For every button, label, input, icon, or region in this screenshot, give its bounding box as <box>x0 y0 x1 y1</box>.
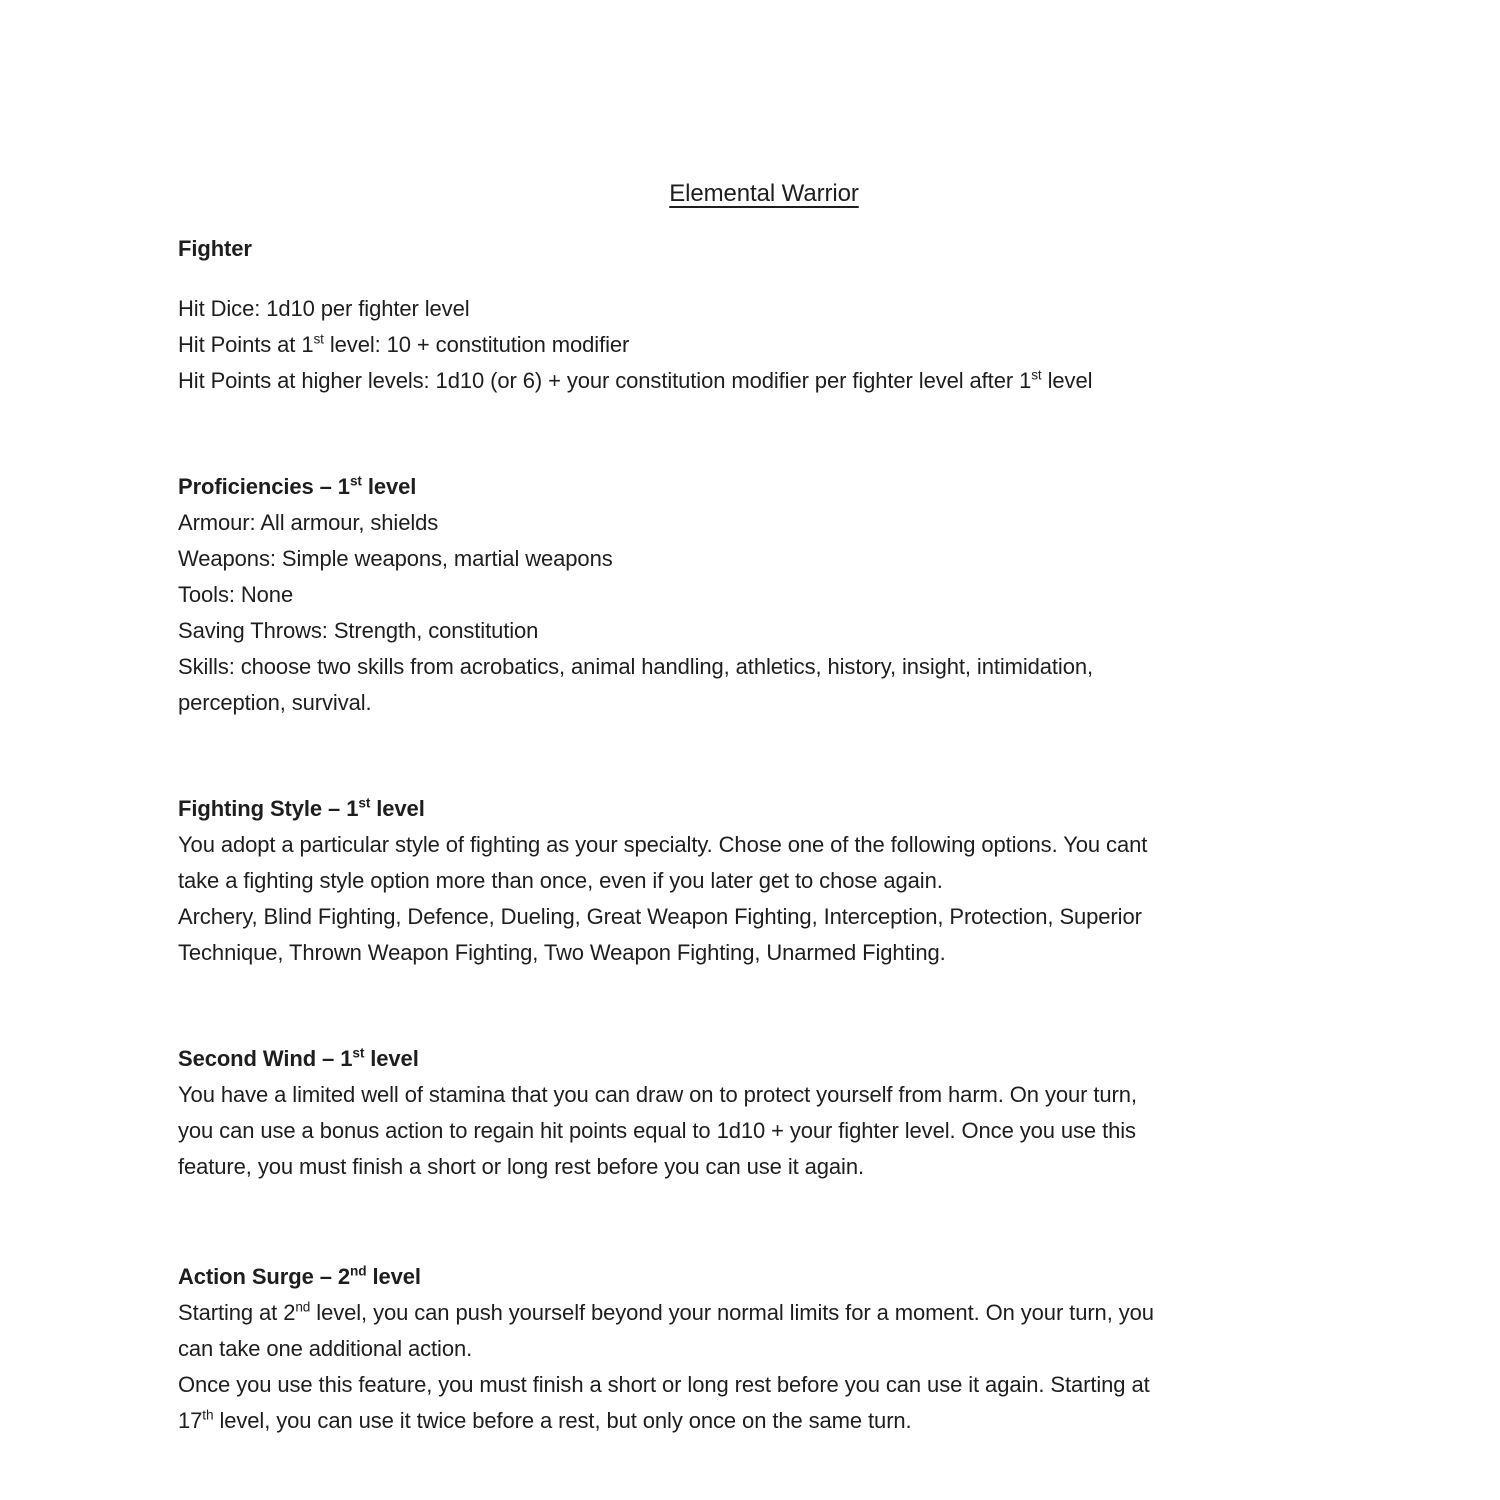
text-segment: You adopt a particular style of fighting as your specialty. Chose one of the following options. You cant <box>178 832 1148 857</box>
superscript-text: st <box>352 1045 365 1061</box>
text-line <box>178 327 1350 363</box>
superscript-text: th <box>202 1407 214 1423</box>
text-segment: Archery, Blind Fighting, Defence, Dueling, Great Weapon Fighting, Interception, Protection, Superior <box>178 904 1142 929</box>
text-line <box>178 613 1350 649</box>
superscript-text: st <box>1031 367 1042 383</box>
text-line <box>178 649 1350 685</box>
text-segment: Proficiencies – 1 <box>178 474 350 499</box>
text-segment: Hit Dice: 1d10 per fighter level <box>178 296 470 321</box>
superscript-text: st <box>313 331 324 347</box>
action-surge-section <box>178 1259 1350 1439</box>
text-segment: Once you use this feature, you must finish a short or long rest before you can use it again. Starting at <box>178 1372 1150 1397</box>
text-segment: You have a limited well of stamina that you can draw on to protect yourself from harm. On your turn, <box>178 1082 1137 1107</box>
text-segment: 17 <box>178 1408 203 1433</box>
text-segment: can take one additional action. <box>178 1336 473 1361</box>
text-line <box>178 863 1350 899</box>
second-wind-section <box>178 1041 1350 1185</box>
text-line <box>178 363 1350 399</box>
text-segment: Fighting Style – 1 <box>178 796 359 821</box>
text-segment: Hit Points at higher levels: 1d10 (or 6) + your constitution modifier per fighter level after 1 <box>178 368 1032 393</box>
text-segment: level <box>366 1264 421 1289</box>
text-line <box>178 1331 1350 1367</box>
text-segment: Weapons: Simple weapons, martial weapons <box>178 546 613 571</box>
proficiencies-heading <box>178 469 1350 505</box>
proficiencies-body <box>178 505 1350 721</box>
text-segment: Armour: All armour, shields <box>178 510 439 535</box>
superscript-text: nd <box>350 1263 367 1279</box>
text-line <box>178 505 1350 541</box>
fighting-style-section <box>178 791 1350 971</box>
text-segment: you can use a bonus action to regain hit points equal to 1d10 + your fighter level. Once you use this <box>178 1118 1136 1143</box>
text-line <box>178 1367 1350 1403</box>
text-line <box>178 935 1350 971</box>
superscript-text: st <box>349 473 362 489</box>
text-segment: level <box>1041 368 1093 393</box>
superscript-text: nd <box>295 1299 311 1315</box>
text-line <box>178 577 1350 613</box>
text-segment: Tools: None <box>178 582 294 607</box>
text-segment: Action Surge – 2 <box>178 1264 350 1289</box>
text-line <box>178 541 1350 577</box>
text-segment: level, you can use it twice before a rest, but only once on the same turn. <box>213 1408 912 1433</box>
fighting-style-heading <box>178 791 1350 827</box>
second-wind-heading <box>178 1041 1350 1077</box>
text-segment: Second Wind – 1 <box>178 1046 353 1071</box>
class-heading: Fighter <box>178 236 252 261</box>
text-segment: level <box>364 1046 419 1071</box>
superscript-text: st <box>358 795 371 811</box>
text-segment: level <box>361 474 417 499</box>
text-line <box>178 1113 1350 1149</box>
text-segment: Technique, Thrown Weapon Fighting, Two Weapon Fighting, Unarmed Fighting. <box>178 940 946 965</box>
text-segment: feature, you must finish a short or long rest before you can use it again. <box>178 1154 864 1179</box>
text-line <box>178 685 1350 721</box>
text-line <box>178 1295 1350 1331</box>
action-surge-heading <box>178 1259 1350 1295</box>
text-segment: Saving Throws: Strength, constitution <box>178 618 539 643</box>
text-line <box>178 1403 1350 1439</box>
text-line <box>178 291 1350 327</box>
text-line <box>178 1149 1350 1185</box>
fighting-style-body <box>178 827 1350 971</box>
page-title <box>178 176 1350 212</box>
text-segment: perception, survival. <box>178 690 372 715</box>
text-segment: level <box>370 796 425 821</box>
text-segment: level: 10 + constitution modifier <box>323 332 630 357</box>
action-surge-body <box>178 1295 1350 1439</box>
text-segment: Skills: choose two skills from acrobatics, animal handling, athletics, history, insight, intimidation, <box>178 654 1094 679</box>
second-wind-body <box>178 1077 1350 1185</box>
page-title-text: Elemental Warrior <box>669 180 859 207</box>
text-line <box>178 1077 1350 1113</box>
proficiencies-section <box>178 469 1350 721</box>
text-segment: take a fighting style option more than once, even if you later get to chose again. <box>178 868 943 893</box>
text-line <box>178 899 1350 935</box>
text-segment: Hit Points at 1 <box>178 332 314 357</box>
text-line <box>178 827 1350 863</box>
text-segment: level, you can push yourself beyond your normal limits for a moment. On your turn, you <box>310 1300 1154 1325</box>
hit-points-block <box>178 291 1350 399</box>
text-segment: Starting at 2 <box>178 1300 296 1325</box>
